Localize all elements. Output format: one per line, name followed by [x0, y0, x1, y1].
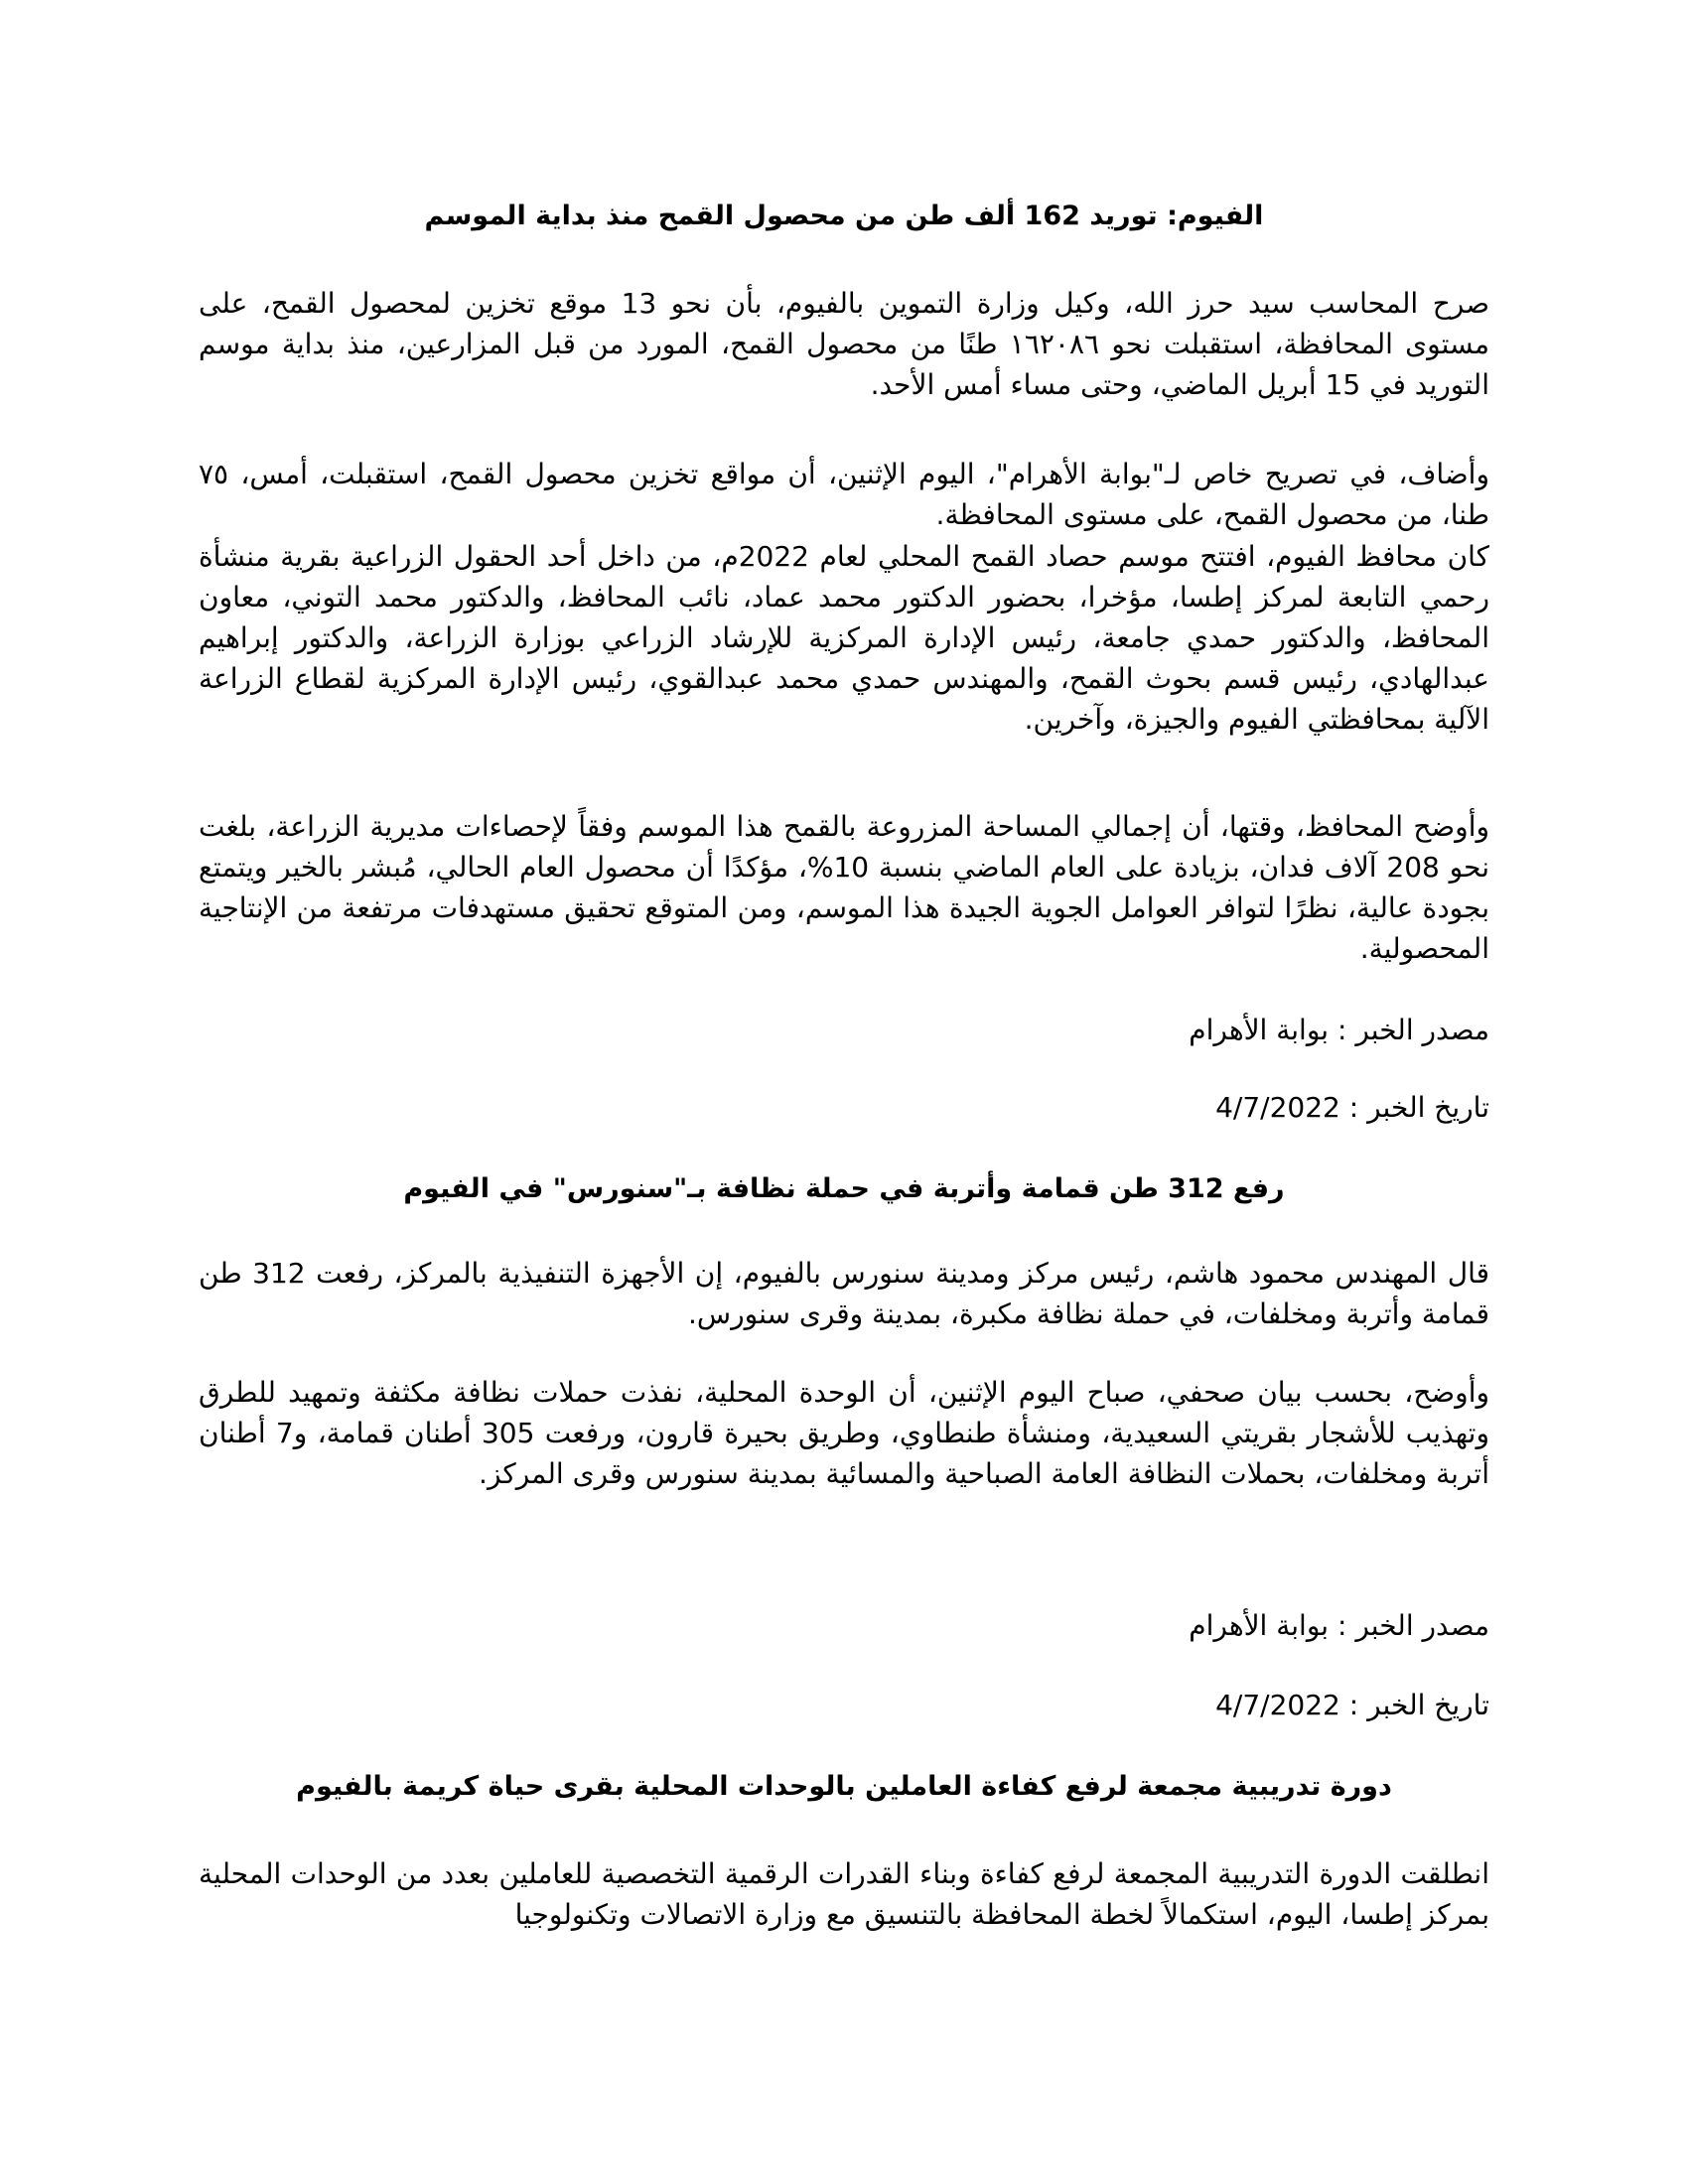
article-2-paragraph-2: وأوضح، بحسب بيان صحفي، صباح اليوم الإثنين، أن الوحدة المحلية، نفذت حملات نظافة مكثفة وتمهيد للطرق وتهذيب للأشجار بقريتي السعيدية، ومنشأة طنطاوي، وطريق بحيرة قارون، ورفعت 305 أطنان قمامة، و7 أطنان أتربة ومخلفات، بحملات النظافة العامة الصباحية والمسائية بمدينة سنورس وقرى المركز. — [199, 1376, 1489, 1490]
article-3-paragraph-1: انطلقت الدورة التدريبية المجمعة لرفع كفاءة وبناء القدرات الرقمية التخصصية للعاملين بعدد من الوحدات المحلية بمركز إطسا، اليوم، استكمالاً لخطة المحافظة بالتنسيق مع وزارة الاتصالات وتكنولوجيا — [199, 1857, 1489, 1931]
article-1-paragraph-3: كان محافظ الفيوم، افتتح موسم حصاد القمح المحلي لعام 2022م، من داخل أحد الحقول الزراعية بقرية منشأة رحمي التابعة لمركز إطسا، مؤخرا، بحضور الدكتور محمد عماد، نائب المحافظ، والدكتور محمد التوني، معاون المحافظ، والدكتور حمدي جامعة، رئيس الإدارة المركزية للإرشاد الزراعي بوزارة الزراعة، والدكتور إبراهيم عبدالهادي، رئيس قسم بحوث القمح، والمهندس حمدي محمد عبدالقوي، رئيس الإدارة المركزية لقطاع الزراعة الآلية بمحافظتي الفيوم والجيزة، وآخرين. — [199, 540, 1489, 736]
article-2-paragraph-1: قال المهندس محمود هاشم، رئيس مركز ومدينة سنورس بالفيوم، إن الأجهزة التنفيذية بالمركز، رفعت 312 طن قمامة وأتربة ومخلفات، في حملة نظافة مكبرة، بمدينة وقرى سنورس. — [199, 1257, 1489, 1330]
article-1-source — [199, 1011, 1489, 1050]
document-page — [199, 0, 1489, 2184]
article-2-source — [199, 1606, 1489, 1646]
article-1-date — [199, 1088, 1489, 1128]
source-value: بوابة الأهرام — [1189, 1609, 1330, 1642]
source-value: بوابة الأهرام — [1189, 1014, 1330, 1046]
article-1-paragraph-4: وأوضح المحافظ، وقتها، أن إجمالي المساحة المزروعة بالقمح هذا الموسم وفقاً لإحصاءات مديرية الزراعة، بلغت نحو 208 آلاف فدان، بزيادة على العام الماضي بنسبة 10%، مؤكدًا أن محصول العام الحالي، مُبشر بالخير ويتمتع بجودة عالية، نظرًا لتوافر العوامل الجوية الجيدة هذا الموسم، ومن المتوقع تحقيق مستهدفات مرتفعة من الإنتاجية المحصولية. — [199, 810, 1490, 965]
article-2-date — [199, 1686, 1489, 1725]
date-label: تاريخ الخبر : — [1348, 1091, 1489, 1124]
source-label: مصدر الخبر : — [1336, 1014, 1489, 1046]
date-label: تاريخ الخبر : — [1348, 1689, 1489, 1721]
article-3-title: دورة تدريبية مجمعة لرفع كفاءة العاملين بالوحدات المحلية بقرى حياة كريمة بالفيوم — [296, 1771, 1392, 1802]
article-2-title: رفع 312 طن قمامة وأتربة في حملة نظافة بـ"سنورس" في الفيوم — [403, 1173, 1285, 1204]
source-label: مصدر الخبر : — [1336, 1609, 1489, 1642]
article-1-paragraph-1: صرح المحاسب سيد حرز الله، وكيل وزارة التموين بالفيوم، بأن نحو 13 موقع تخزين لمحصول القمح، على مستوى المحافظة، استقبلت نحو ١٦٢٠٨٦ طنًا من محصول القمح، المورد من قبل المزارعين، منذ بداية موسم التوريد في 15 أبريل الماضي، وحتى مساء أمس الأحد. — [199, 287, 1489, 401]
article-1-paragraph-2: وأضاف، في تصريح خاص لـ"بوابة الأهرام"، اليوم الإثنين، أن مواقع تخزين محصول القمح، استقبلت، أمس، ٧٥ طنا، من محصول القمح، على مستوى المحافظة. — [199, 458, 1489, 531]
article-1-title: الفيوم: توريد 162 ألف طن من محصول القمح منذ بداية الموسم — [424, 201, 1264, 231]
date-value: 4/7/2022 — [1215, 1689, 1340, 1721]
date-value: 4/7/2022 — [1215, 1091, 1340, 1124]
